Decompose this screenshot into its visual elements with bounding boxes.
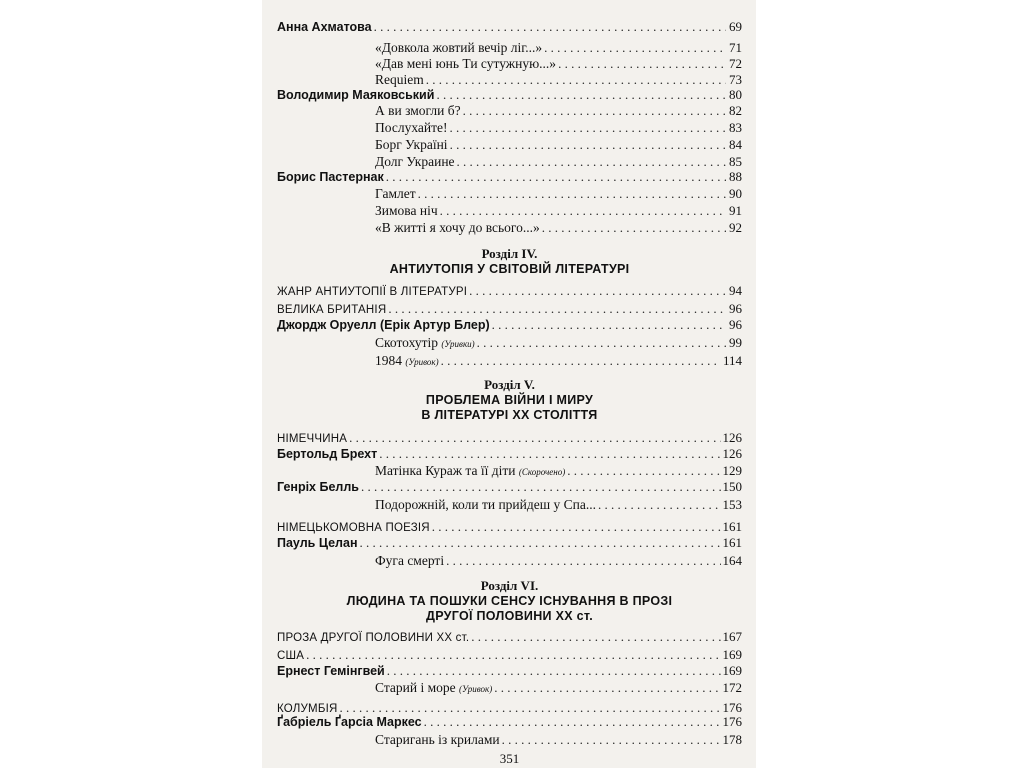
entry-page: 176 bbox=[722, 714, 742, 729]
entry-page: 167 bbox=[722, 629, 742, 644]
entry-label: Фуга смерті bbox=[375, 553, 445, 568]
dot-leader bbox=[598, 498, 721, 512]
entry-label: Старигань із крилами bbox=[375, 732, 500, 747]
toc-entry-work bbox=[277, 138, 742, 152]
entry-label: Requiem bbox=[375, 72, 424, 87]
section-subtitle-line2: В ЛІТЕРАТУРІ XX СТОЛІТТЯ bbox=[421, 408, 598, 422]
dot-leader bbox=[502, 733, 721, 747]
section-title: Розділ VI. bbox=[480, 578, 539, 593]
section-title: Розділ V. bbox=[484, 377, 535, 392]
toc-entry-author bbox=[277, 480, 742, 494]
entry-label: «Довкола жовтий вечір ліг...» bbox=[375, 40, 543, 55]
toc-entry-author bbox=[277, 20, 742, 34]
entry-label: Послухайте! bbox=[375, 120, 448, 135]
toc-entry-genre bbox=[277, 648, 742, 663]
toc-entry-work bbox=[277, 57, 742, 71]
dot-leader bbox=[361, 480, 721, 494]
entry-note: (Скорочено) bbox=[518, 467, 566, 477]
entry-page: 178 bbox=[722, 732, 742, 747]
entry-page: 73 bbox=[729, 72, 742, 87]
dot-leader bbox=[558, 57, 726, 71]
toc-entry-author bbox=[277, 170, 742, 184]
entry-label: Долг Украине bbox=[375, 154, 455, 169]
toc-entry-work bbox=[277, 187, 742, 201]
entry-label: США bbox=[277, 650, 305, 662]
toc-entry-work bbox=[277, 354, 742, 369]
toc-entry-work bbox=[277, 336, 742, 351]
entry-label: НІМЕЦЬКОМОВНА ПОЕЗІЯ bbox=[277, 522, 430, 534]
section-subtitle-line1: ЛЮДИНА ТА ПОШУКИ СЕНСУ ІСНУВАННЯ В ПРОЗІ bbox=[346, 594, 673, 608]
page-number: 351 bbox=[499, 751, 520, 766]
entry-page: 176 bbox=[722, 700, 742, 715]
dot-leader bbox=[463, 104, 726, 118]
section-subtitle-line2: ДРУГОЇ ПОЛОВИНИ XX ст. bbox=[425, 609, 593, 623]
entry-page: 161 bbox=[722, 519, 742, 534]
entry-label: Борг Україні bbox=[375, 137, 448, 152]
entry-label: А ви змогли б? bbox=[375, 103, 461, 118]
dot-leader bbox=[446, 554, 720, 568]
entry-label: Гамлет bbox=[375, 186, 416, 201]
entry-label: КОЛУМБІЯ bbox=[277, 703, 338, 715]
entry-note: (Уривок) bbox=[405, 357, 439, 367]
entry-page: 129 bbox=[722, 463, 742, 478]
dot-leader bbox=[450, 121, 727, 135]
entry-label: Зимова ніч bbox=[375, 203, 438, 218]
entry-label: ВЕЛИКА БРИТАНІЯ bbox=[277, 304, 387, 316]
dot-leader bbox=[349, 431, 720, 445]
entry-label: ЖАНР АНТИУТОПІЇ В ЛІТЕРАТУРІ bbox=[277, 286, 468, 298]
toc-entry-author bbox=[277, 664, 742, 678]
dot-leader bbox=[544, 41, 726, 55]
entry-label: Анна Ахматова bbox=[277, 20, 372, 34]
toc-entry-author bbox=[277, 536, 742, 550]
dot-leader bbox=[432, 520, 721, 534]
toc-entry-work bbox=[277, 204, 742, 218]
entry-label: Борис Пастернак bbox=[277, 170, 384, 184]
dot-leader bbox=[436, 88, 726, 102]
dot-leader bbox=[440, 204, 726, 218]
entry-page: 96 bbox=[729, 301, 742, 316]
dot-leader bbox=[469, 284, 726, 298]
entry-page: 91 bbox=[729, 203, 742, 218]
entry-page: 150 bbox=[722, 479, 742, 494]
entry-page: 169 bbox=[722, 663, 742, 678]
entry-page: 169 bbox=[722, 647, 742, 662]
entry-label: Джордж Оруелл (Ерік Артур Блер) bbox=[277, 318, 490, 332]
dot-leader bbox=[386, 170, 726, 184]
entry-page: 84 bbox=[729, 137, 742, 152]
toc-entry-work bbox=[277, 554, 742, 568]
entry-page: 69 bbox=[729, 19, 742, 34]
dot-leader bbox=[360, 536, 721, 550]
entry-page: 114 bbox=[722, 353, 742, 368]
toc-entry-work bbox=[277, 681, 742, 696]
toc-entry-author bbox=[277, 88, 742, 102]
toc-entry-author bbox=[277, 447, 742, 461]
dot-leader bbox=[426, 73, 726, 87]
dot-leader bbox=[374, 20, 726, 34]
entry-page: 88 bbox=[729, 169, 742, 184]
dot-leader bbox=[567, 464, 720, 478]
toc-entry-work bbox=[277, 73, 742, 87]
toc-entry-genre bbox=[277, 431, 742, 446]
toc-entry-genre bbox=[277, 630, 742, 645]
entry-page: 164 bbox=[722, 553, 742, 568]
toc-entry-work bbox=[277, 155, 742, 169]
section-subtitle: АНТИУТОПІЯ У СВІТОВІЙ ЛІТЕРАТУРІ bbox=[389, 262, 630, 276]
entry-label: «Дав мені юнь Ти сутужную...» bbox=[375, 56, 557, 71]
entry-label: 1984 (Уривок) bbox=[375, 353, 439, 368]
entry-page: 92 bbox=[729, 220, 742, 235]
dot-leader bbox=[450, 138, 726, 152]
entry-label: Подорожній, коли ти прийдеш у Спа... bbox=[375, 497, 596, 512]
toc-entry-work bbox=[277, 498, 742, 512]
entry-page: 153 bbox=[722, 497, 742, 512]
entry-label: Володимир Маяковський bbox=[277, 88, 435, 102]
toc-entry-work bbox=[277, 221, 742, 235]
entry-page: 90 bbox=[729, 186, 742, 201]
dot-leader bbox=[339, 701, 720, 715]
entry-page: 96 bbox=[729, 317, 742, 332]
entry-label: Скотохутір (Уривки) bbox=[375, 335, 475, 350]
toc-entry-genre bbox=[277, 520, 742, 535]
toc-entry-work bbox=[277, 733, 742, 747]
entry-label: Бертольд Брехт bbox=[277, 447, 378, 461]
toc-entry-work bbox=[277, 104, 742, 118]
entry-note: (Уривки) bbox=[441, 339, 475, 349]
entry-label: Ґабріель Ґарсіа Маркес bbox=[277, 715, 422, 729]
entry-page: 172 bbox=[722, 680, 742, 695]
dot-leader bbox=[477, 336, 726, 350]
dot-leader bbox=[471, 630, 720, 644]
toc-entry-work bbox=[277, 41, 742, 55]
entry-page: 99 bbox=[729, 335, 742, 350]
entry-page: 80 bbox=[729, 87, 742, 102]
entry-page: 161 bbox=[722, 535, 742, 550]
toc-entry-genre bbox=[277, 302, 742, 317]
entry-page: 94 bbox=[729, 283, 742, 298]
toc-entry-author bbox=[277, 318, 742, 332]
entry-page: 83 bbox=[729, 120, 742, 135]
section-subtitle-line1: ПРОБЛЕМА ВІЙНИ І МИРУ bbox=[425, 393, 594, 407]
toc-entry-work bbox=[277, 121, 742, 135]
toc-entry-genre bbox=[277, 284, 742, 299]
entry-page: 126 bbox=[722, 446, 742, 461]
entry-page: 72 bbox=[729, 56, 742, 71]
dot-leader bbox=[542, 221, 726, 235]
entry-label: «В житті я хочу до всього...» bbox=[375, 220, 540, 235]
dot-leader bbox=[388, 302, 726, 316]
dot-leader bbox=[494, 681, 720, 695]
toc-entry-genre bbox=[277, 701, 742, 716]
entry-page: 71 bbox=[729, 40, 742, 55]
section-title: Розділ IV. bbox=[481, 246, 538, 261]
entry-page: 85 bbox=[729, 154, 742, 169]
entry-label: Матінка Кураж та її діти (Скорочено) bbox=[375, 463, 566, 478]
entry-label: Старий і море (Уривок) bbox=[375, 680, 493, 695]
entry-page: 126 bbox=[722, 430, 742, 445]
dot-leader bbox=[306, 648, 720, 662]
entry-label: ПРОЗА ДРУГОЇ ПОЛОВИНИ XX ст. bbox=[277, 632, 470, 644]
entry-note: (Уривок) bbox=[459, 684, 493, 694]
toc-entry-author bbox=[277, 715, 742, 729]
dot-leader bbox=[457, 155, 726, 169]
entry-label: НІМЕЧЧИНА bbox=[277, 433, 348, 445]
dot-leader bbox=[441, 354, 721, 368]
dot-leader bbox=[418, 187, 726, 201]
toc-entry-work bbox=[277, 464, 742, 479]
dot-leader bbox=[379, 447, 720, 461]
dot-leader bbox=[387, 664, 721, 678]
entry-page: 82 bbox=[729, 103, 742, 118]
entry-label: Генріх Белль bbox=[277, 480, 359, 494]
dot-leader bbox=[492, 318, 726, 332]
entry-label: Пауль Целан bbox=[277, 536, 358, 550]
entry-label: Ернест Гемінгвей bbox=[277, 664, 385, 678]
dot-leader bbox=[424, 715, 721, 729]
